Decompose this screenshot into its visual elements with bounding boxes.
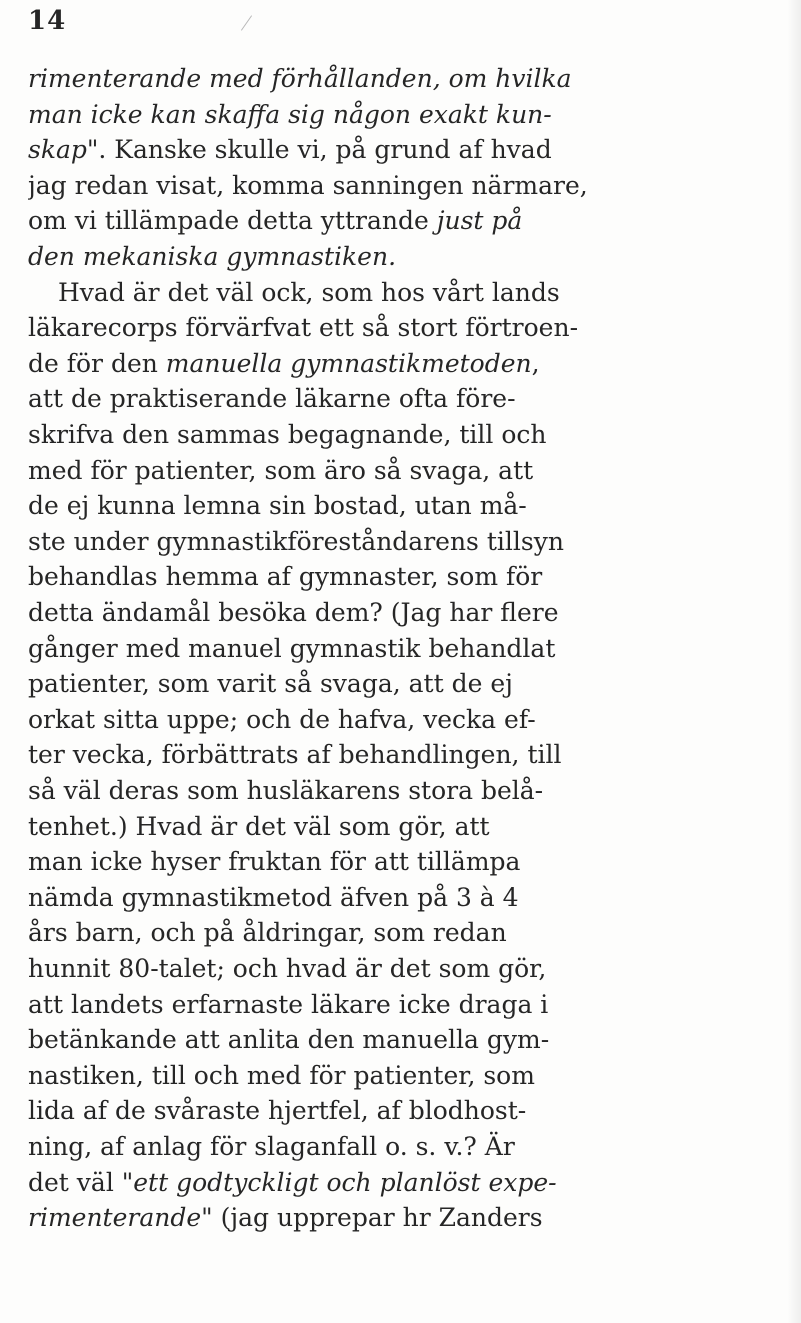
text-line	[28, 62, 788, 96]
text-segment: med för patienter, som äro så svaga, att	[28, 455, 534, 485]
text-line	[28, 525, 788, 559]
text-line	[28, 774, 788, 808]
italic-text: rimenterande med förhållanden, om hvilka	[28, 64, 572, 93]
text-segment: års barn, och på åldringar, som redan	[28, 918, 507, 948]
text-line	[28, 560, 788, 594]
text-line	[28, 240, 788, 274]
text-segment: nastiken, till och med för patienter, som	[28, 1060, 535, 1090]
text-segment: patienter, som varit så svaga, att de ej	[28, 669, 513, 699]
text-segment: lida af de svåraste hjertfel, af blodhost-	[28, 1096, 527, 1126]
text-line	[28, 881, 788, 915]
italic-text: skap	[28, 135, 87, 165]
text-line	[28, 1094, 788, 1128]
text-segment: läkarecorps förvärfvat ett så stort förtroen-	[28, 313, 579, 343]
text-segment: gånger med manuel gymnastik behandlat	[28, 633, 556, 663]
text-segment: man icke hyser fruktan för att tillämpa	[28, 847, 521, 877]
text-segment: att de praktiserande läkarne ofta före-	[28, 384, 516, 414]
text-line	[28, 1023, 788, 1057]
text-line	[28, 382, 788, 416]
text-segment: ste under gymnastikföreståndarens tillsyn	[28, 526, 564, 556]
page-number: 14	[28, 6, 67, 36]
text-line	[28, 738, 788, 772]
text-segment: skrifva den sammas begagnande, till och	[28, 420, 547, 449]
text-segment: tenhet.) Hvad är det väl som gör, att	[28, 811, 490, 841]
text-segment: de för den	[28, 348, 166, 378]
text-segment: om vi tillämpade detta yttrande	[28, 206, 437, 236]
text-line	[28, 311, 788, 345]
text-line	[28, 489, 788, 523]
text-line	[28, 133, 788, 167]
text-line	[28, 204, 788, 238]
text-segment: detta ändamål besöka dem? (Jag har flere	[28, 598, 559, 627]
text-segment: ". Kanske skulle vi, på grund af hvad	[86, 135, 552, 165]
text-segment: ning, af anlag för slaganfall o. s. v.? Är	[28, 1132, 515, 1161]
text-segment: Hvad är det väl ock, som hos vårt lands	[58, 277, 560, 307]
text-segment: så väl deras som husläkarens stora belå-	[28, 776, 544, 805]
text-segment: jag redan visat, komma sanningen närmare,	[28, 170, 588, 200]
text-line	[28, 988, 788, 1022]
text-segment: hunnit 80-talet; och hvad är det som gör,	[28, 954, 547, 983]
text-line	[28, 1201, 788, 1235]
text-line	[28, 98, 788, 132]
text-line	[28, 810, 788, 844]
italic-text: rimenterande	[28, 1203, 202, 1233]
text-line	[28, 596, 788, 630]
text-segment: det väl "	[28, 1167, 134, 1197]
text-segment: betänkande att anlita den manuella gym-	[28, 1025, 550, 1055]
stray-mark	[241, 15, 252, 30]
text-segment: ter vecka, förbättrats af behandlingen, till	[28, 740, 562, 770]
text-line	[28, 1059, 788, 1093]
text-line	[28, 418, 788, 452]
text-segment: att landets erfarnaste läkare icke draga i	[28, 989, 549, 1019]
text-line	[28, 454, 788, 488]
text-segment: " (jag upprepar hr Zanders	[201, 1203, 543, 1233]
italic-text: man icke kan skaffa sig någon exakt kun-	[28, 99, 552, 129]
text-line	[28, 347, 788, 381]
italic-text: just på	[436, 206, 523, 236]
text-segment: orkat sitta uppe; och de hafva, vecka ef-	[28, 704, 536, 734]
text-line	[28, 632, 788, 666]
italic-text: manuella gymnastikmetoden	[165, 348, 532, 378]
text-line	[28, 667, 788, 701]
italic-text: ett godtyckligt och planlöst expe-	[133, 1167, 557, 1197]
text-line	[28, 845, 788, 879]
text-line	[28, 169, 788, 203]
italic-text: den mekaniska gymnastiken.	[28, 242, 397, 271]
text-line	[58, 276, 788, 310]
page-edge-shadow	[787, 0, 801, 1323]
text-segment: nämda gymnastikmetod äfven på 3 à 4	[28, 882, 519, 912]
text-segment: ,	[531, 348, 540, 378]
text-line	[28, 916, 788, 950]
text-line	[28, 952, 788, 986]
text-segment: behandlas hemma af gymnaster, som för	[28, 562, 543, 592]
text-segment: de ej kunna lemna sin bostad, utan må-	[28, 491, 527, 521]
text-line	[28, 1166, 788, 1200]
text-line	[28, 703, 788, 737]
text-line	[28, 1130, 788, 1164]
